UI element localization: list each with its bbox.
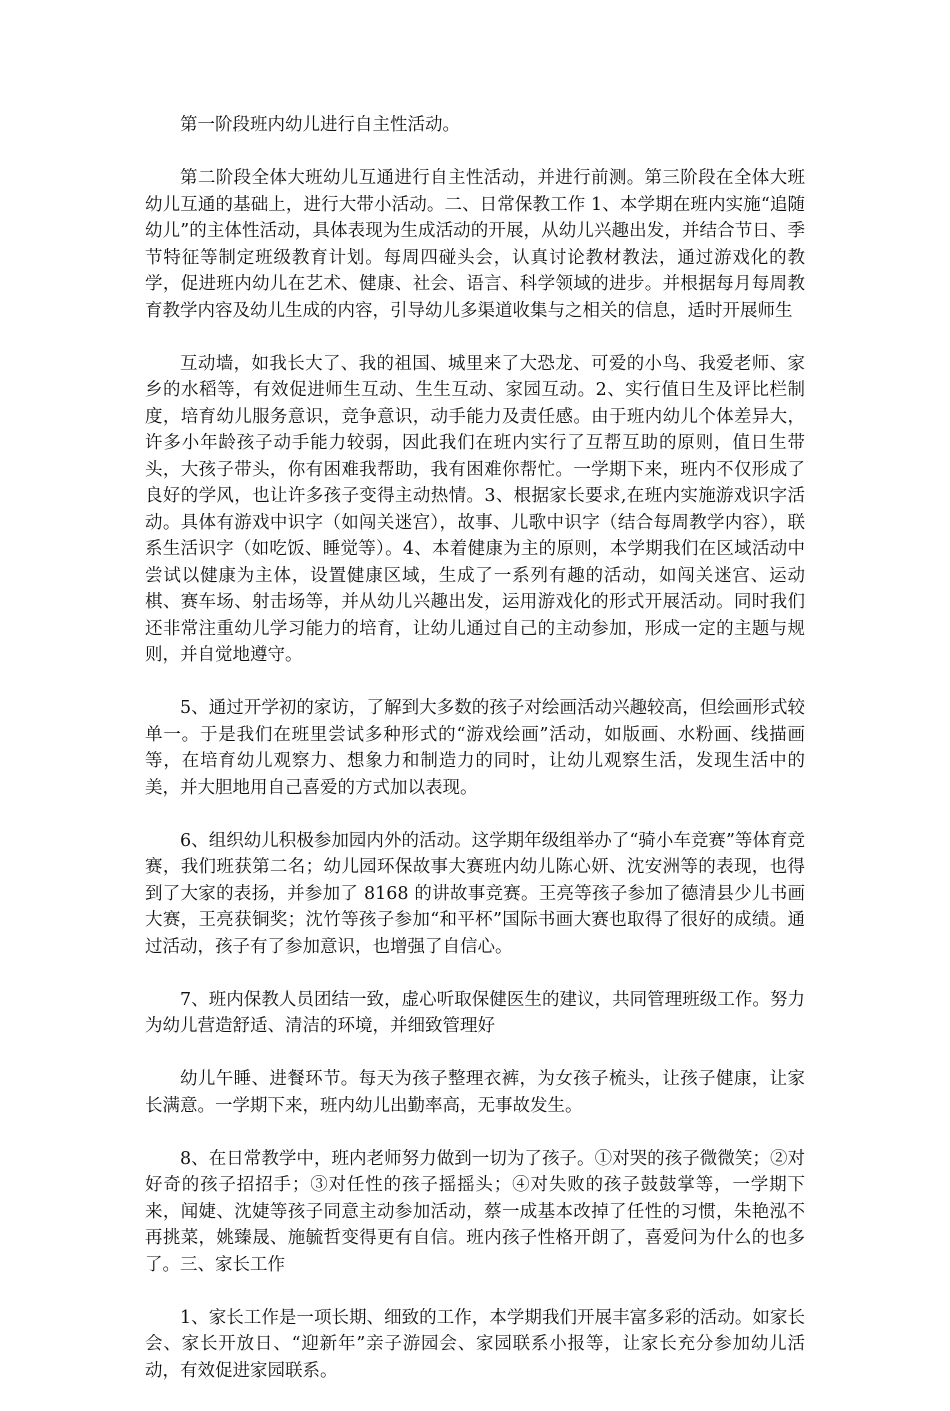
paragraph-item-5-drawing: 5、通过开学初的家访，了解到大多数的孩子对绘画活动兴趣较高，但绘画形式较单一。于是我们在班里尝试多种形式的“游戏绘画”活动，如版画、水粉画、线描画等，在培育幼儿观察力、想象力和制造力的同时，让幼儿观察生活，发现生活中的美，并大胆地用自己喜爱的方式加以表现。 — [145, 698, 805, 798]
paragraph-parent-work: 1、家长工作是一项长期、细致的工作，本学期我们开展丰富多彩的活动。如家长会、家长开放日、“迎新年”亲子游园会、家园联系小报等，让家长充分参加幼儿活动，有效促进家园联系。 — [145, 1307, 805, 1381]
document-body — [145, 112, 805, 1411]
paragraph-interaction-wall: 互动墙，如我长大了、我的祖国、城里来了大恐龙、可爱的小鸟、我爱老师、家乡的水稻等，有效促进师生互动、生生互动、家园互动。2、实行值日生及评比栏制度，培育幼儿服务意识，竞争意识，动手能力及责任感。由于班内幼儿个体差异大，许多小年龄孩子动手能力较弱，因此我们在班内实行了互帮互助的原则，值日生带头，大孩子带头，你有困难我帮助，我有困难你帮忙。一学期下来，班内不仅形成了良好的学风，也让许多孩子变得主动热情。3、根据家长要求,在班内实施游戏识字活动。具体有游戏中识字（如闯关迷宫），故事、儿歌中识字（结合每周教学内容），联系生活识字（如吃饭、睡觉等）。4、本着健康为主的原则，本学期我们在区域活动中尝试以健康为主体，设置健康区域，生成了一系列有趣的活动，如闯关迷宫、运动棋、赛车场、射击场等，并从幼儿兴趣出发，运用游戏化的形式开展活动。同时我们还非常注重幼儿学习能力的培育，让幼儿通过自己的主动参加，形成一定的主题与规则，并自觉地遵守。 — [145, 353, 805, 665]
paragraph-item-7-staff: 7、班内保教人员团结一致，虚心听取保健医生的建议，共同管理班级工作。努力为幼儿营造舒适、清洁的环境，并细致管理好 — [145, 989, 805, 1036]
paragraph-item-6-activities: 6、组织幼儿积极参加园内外的活动。这学期年级组举办了“骑小车竞赛”等体育竞赛，我们班获第二名；幼儿园环保故事大赛班内幼儿陈心妍、沈安洲等的表现，也得到了大家的表扬，并参加了 8168 的讲故事竞赛。王亮等孩子参加了德清县少儿书画大赛，王亮获铜奖；沈竹等孩子参加“和平杯”国际书画大赛也取得了很好的成绩。通过活动，孩子有了参加意识，也增强了自信心。 — [145, 830, 805, 957]
paragraph-item-8-teaching: 8、在日常教学中，班内老师努力做到一切为了孩子。①对哭的孩子微微笑；②对好奇的孩子招招手；③对任性的孩子摇摇头；④对失败的孩子鼓鼓掌等，一学期下来，闻婕、沈婕等孩子同意主动参加活动，蔡一成基本改掉了任性的习惯，朱艳泓不再挑菜，姚臻晟、施毓哲变得更有自信。班内孩子性格开朗了，喜爱问为什么的也多了。三、家长工作 — [145, 1148, 805, 1275]
paragraph-nap-meals: 幼儿午睡、进餐环节。每天为孩子整理衣裤，为女孩子梳头，让孩子健康，让家长满意。一学期下来，班内幼儿出勤率高，无事故发生。 — [145, 1069, 805, 1116]
paragraph-stage-one: 第一阶段班内幼儿进行自主性活动。 — [180, 115, 460, 135]
paragraph-stage-two-three: 第二阶段全体大班幼儿互通进行自主性活动，并进行前测。第三阶段在全体大班幼儿互通的基础上，进行大带小活动。二、日常保教工作 1、本学期在班内实施“追随幼儿”的主体性活动，具体表现为生成活动的开展，从幼儿兴趣出发，并结合节日、季节特征等制定班级教育计划。每周四碰头会，认真讨论教材教法，通过游戏化的教学，促进班内幼儿在艺术、健康、社会、语言、科学领域的进步。并根据每月每周教育教学内容及幼儿生成的内容，引导幼儿多渠道收集与之相关的信息，适时开展师生 — [145, 168, 805, 321]
